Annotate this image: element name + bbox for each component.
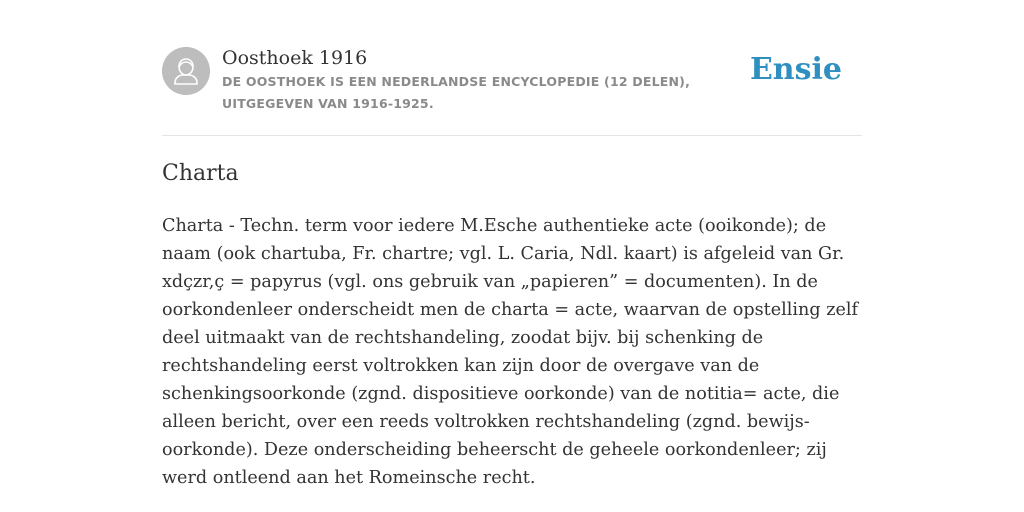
source-header [162,46,862,118]
article-body: Charta - Techn. term voor iedere M.Esche authentieke acte (ooikonde); de naam (ook chartuba, Fr. chartre; vgl. L. Caria, Ndl. kaart) is afgeleid van Gr. xdçzr,ç = papyrus (vgl. ons gebruik van „papieren” = documenten). In de oorkondenleer onderscheidt men de charta = acte, waarvan de opstelling zelf deel uitmaakt van de rechtshandeling, zoodat bijv. bij schenking de rechtshandeling eerst voltrokken kan zijn door de overgave van de schenkingsoorkonde (zgnd. dispositieve oorkonde) van de notitia= acte, die alleen bericht, over een reeds voltrokken rechtshandeling (zgnd. bewijs-oorkonde). Deze onderscheiding beheerscht de geheele oorkondenleer; zij werd ontleend aan het Romeinsche recht. [162,216,859,488]
user-silhouette-icon [162,47,210,95]
header-divider [162,135,862,136]
avatar[interactable] [162,47,210,95]
ensie-logo[interactable]: Ensie [749,52,842,87]
article-title: Charta [162,161,239,186]
source-description: DE OOSTHOEK IS EEN NEDERLANDSE ENCYCLOPEDIE (12 DELEN), UITGEGEVEN VAN 1916-1925. [222,74,691,111]
source-title[interactable]: Oosthoek 1916 [222,47,368,69]
